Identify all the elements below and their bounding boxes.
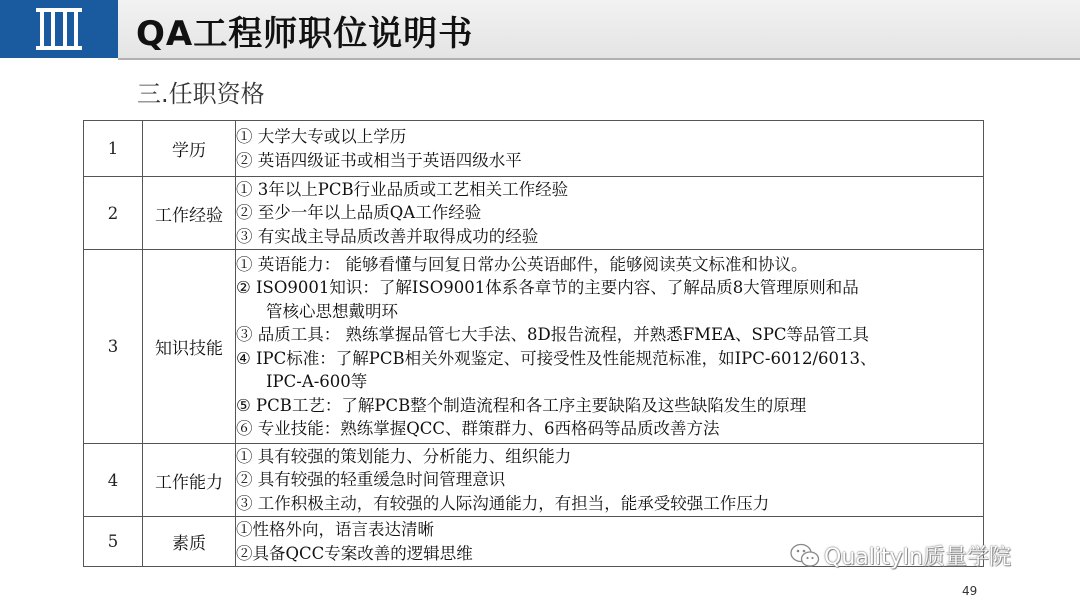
list-item: ② ISO9001知识：了解ISO9001体系各章节的主要内容、了解品质8大管理原则和品 xyxy=(236,278,859,297)
list-item: ④ IPC标准：了解PCB相关外观鉴定、可接受性及性能规范标准，如IPC-6012/6013、 xyxy=(236,348,877,368)
list-item: ② 具有较强的轻重缓急时间管理意识 xyxy=(236,470,506,490)
page-title: QA工程师职位说明书 xyxy=(136,14,474,54)
row-category: 知识技能 xyxy=(143,250,236,444)
row-number: 5 xyxy=(84,517,143,567)
row-category: 工作经验 xyxy=(143,177,236,250)
list-item: ① 具有较强的策划能力、分析能力、组织能力 xyxy=(236,446,572,466)
row-category: 工作能力 xyxy=(143,444,236,517)
table-row xyxy=(84,121,984,177)
title-bar xyxy=(118,0,1080,60)
list-item: ③ 工作积极主动，有较强的人际沟通能力，有担当，能承受较强工作压力 xyxy=(236,493,770,513)
pillar-logo-icon xyxy=(36,8,82,50)
row-items xyxy=(236,121,984,177)
table-row xyxy=(84,444,984,517)
list-item: ⑥ 专业技能：熟练掌握QCC、群策群力、6西格码等品质改善方法 xyxy=(236,419,720,438)
table-row xyxy=(84,177,984,250)
qualification-table xyxy=(83,120,984,567)
list-item: ② 英语四级证书或相当于英语四级水平 xyxy=(236,150,522,170)
list-item: ① 大学大专或以上学历 xyxy=(236,127,407,146)
row-items xyxy=(236,250,984,444)
list-item: ① 3年以上PCB行业品质或工艺相关工作经验 xyxy=(236,179,569,199)
row-category: 素质 xyxy=(143,517,236,567)
list-item: ① 英语能力： 能够看懂与回复日常办公英语邮件，能够阅读英文标准和协议。 xyxy=(236,254,808,274)
watermark xyxy=(790,540,1011,571)
list-item: ②具备QCC专案改善的逻辑思维 xyxy=(236,543,473,563)
section-title: 三.任职资格 xyxy=(137,80,265,108)
row-items xyxy=(236,444,984,517)
logo xyxy=(0,0,118,58)
list-item: ⑤ PCB工艺：了解PCB整个制造流程和各工序主要缺陷及这些缺陷发生的原理 xyxy=(236,395,807,415)
list-item: ①性格外向，语言表达清晰 xyxy=(236,520,434,539)
row-items xyxy=(236,177,984,250)
row-category: 学历 xyxy=(143,121,236,177)
list-item: ② 至少一年以上品质QA工作经验 xyxy=(236,203,482,223)
list-item: 管核心思想戴明环 xyxy=(266,301,398,321)
list-item: ③ 品质工具： 熟练掌握品管七大手法、8D报告流程，并熟悉FMEA、SPC等品管工具 xyxy=(236,325,870,344)
list-item: ③ 有实战主导品质改善并取得成功的经验 xyxy=(236,226,539,246)
watermark-text: QualityIn质量学院 xyxy=(824,545,1012,570)
row-number: 1 xyxy=(84,121,143,177)
row-number: 3 xyxy=(84,250,143,444)
wechat-icon xyxy=(790,543,820,569)
slide-header xyxy=(0,0,1080,58)
list-item: IPC-A-600等 xyxy=(266,372,368,391)
table-row xyxy=(84,250,984,444)
row-number: 2 xyxy=(84,177,143,250)
page-number: 49 xyxy=(962,584,978,598)
row-number: 4 xyxy=(84,444,143,517)
